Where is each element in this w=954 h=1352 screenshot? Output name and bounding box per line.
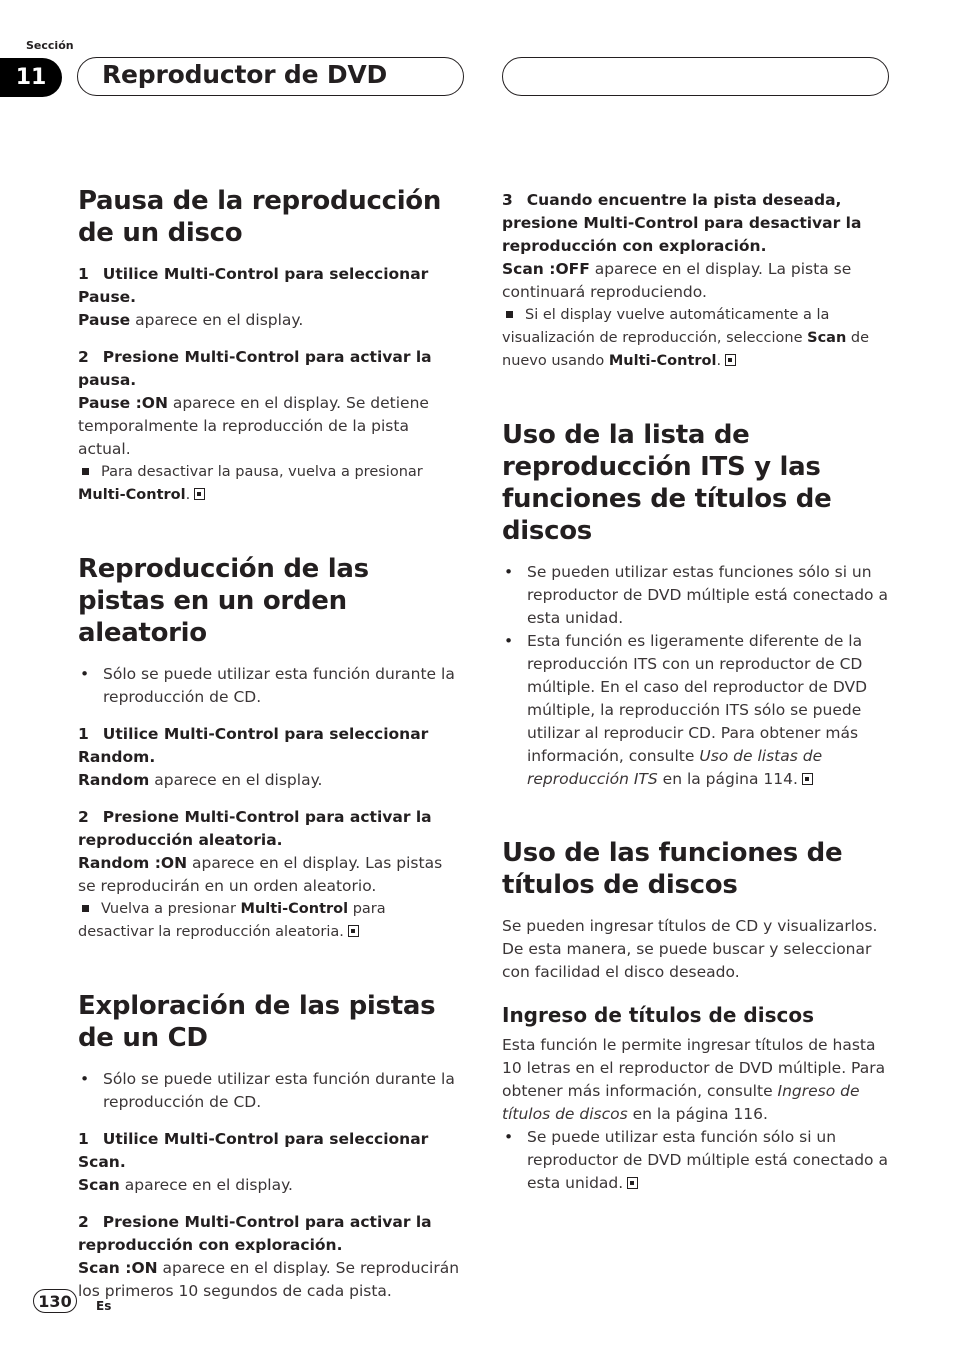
heading-its: Uso de la lista de reproducción ITS y las funciones de títulos de discos <box>502 420 832 546</box>
its-bullet-1: • Se pueden utilizar estas funciones sólo si un reproductor de DVD múltiple está conectado a esta unidad. <box>502 561 888 630</box>
right-column <box>502 189 888 1195</box>
note-square-icon <box>82 905 89 912</box>
left-column <box>78 185 464 1303</box>
random-step-2: 2 Presione Multi-Control para activar la reproducción aleatoria. <box>78 808 432 849</box>
heading-scan: Exploración de las pistas de un CD <box>78 991 436 1053</box>
scan-step-2-result: Scan :ON aparece en el display. Se reproducirán los primeros 10 segundos de cada pista. <box>78 1259 460 1300</box>
title-entry-text: Esta función le permite ingresar títulos de hasta 10 letras en el reproductor de DVD múltiple. Para obtener más información, consulte Ingreso de títulos de discos en la página 116. <box>502 1036 886 1123</box>
note-square-icon <box>82 468 89 475</box>
random-step-1-result: Random aparece en el display. <box>78 771 323 789</box>
end-mark-icon <box>802 773 813 785</box>
note-square-icon <box>506 311 513 318</box>
end-mark-icon <box>627 1177 638 1189</box>
end-mark-icon <box>194 488 205 500</box>
random-step-2-result: Random :ON aparece en el display. Las pistas se reproducirán en un orden aleatorio. <box>78 854 443 895</box>
random-step-1: 1 Utilice Multi-Control para seleccionar Random. <box>78 725 429 766</box>
page-number: 130 <box>33 1289 77 1313</box>
scan-step-1: 1 Utilice Multi-Control para seleccionar Scan. <box>78 1130 429 1171</box>
scan-step-2: 2 Presione Multi-Control para activar la reproducción con exploración. <box>78 1213 432 1254</box>
pause-note: Para desactivar la pausa, vuelva a presionar Multi-Control. <box>78 464 423 503</box>
pause-step-1: 1 Utilice Multi-Control para seleccionar Pause. <box>78 265 429 306</box>
pause-step-2: 2 Presione Multi-Control para activar la pausa. <box>78 348 432 389</box>
heading-random: Reproducción de las pistas en un orden aleatorio <box>78 554 369 648</box>
heading-pause: Pausa de la reproducción de un disco <box>78 186 442 248</box>
subheading-title-entry: Ingreso de títulos de discos <box>502 1003 814 1027</box>
language-code: Es <box>96 1299 112 1313</box>
end-mark-icon <box>725 354 736 366</box>
title-entry-bullet: • Se puede utilizar esta función sólo si un reproductor de DVD múltiple está conectado a esta unidad. <box>502 1126 888 1195</box>
its-bullet-2: • Esta función es ligeramente diferente de la reproducción ITS con un reproductor de CD múltiple. En el caso del reproductor de DVD múltiple, la reproducción ITS sólo se puede utilizar al reproducir CD. Para obtener más información, consulte Uso de listas de reproducción ITS en la página 114. <box>502 630 888 791</box>
pause-step-1-result: Pause aparece en el display. <box>78 311 304 329</box>
scan-step-1-result: Scan aparece en el display. <box>78 1176 293 1194</box>
random-bullet: • Sólo se puede utilizar esta función durante la reproducción de CD. <box>78 663 464 709</box>
titles-intro: Se pueden ingresar títulos de CD y visualizarlos. De esta manera, se puede buscar y seleccionar con facilidad el disco deseado. <box>502 917 878 981</box>
section-number-badge: 11 <box>0 58 62 97</box>
heading-titles: Uso de las funciones de títulos de discos <box>502 838 843 900</box>
scan-step-3-result: Scan :OFF aparece en el display. La pista se continuará reproduciendo. <box>502 260 852 301</box>
scan-note: Si el display vuelve automáticamente a la visualización de reproducción, seleccione Scan de nuevo usando Multi-Control. <box>502 307 870 369</box>
section-label: Sección <box>26 39 74 52</box>
end-mark-icon <box>348 925 359 937</box>
scan-bullet: • Sólo se puede utilizar esta función durante la reproducción de CD. <box>78 1068 464 1114</box>
chapter-title: Reproductor de DVD <box>102 60 388 89</box>
scan-step-3: 3 Cuando encuentre la pista deseada, presione Multi-Control para desactivar la reproducción con exploración. <box>502 191 862 255</box>
random-note: Vuelva a presionar Multi-Control para desactivar la reproducción aleatoria. <box>78 901 386 940</box>
header-empty-frame <box>502 57 889 96</box>
pause-step-2-result: Pause :ON aparece en el display. Se detiene temporalmente la reproducción de la pista actual. <box>78 394 429 458</box>
